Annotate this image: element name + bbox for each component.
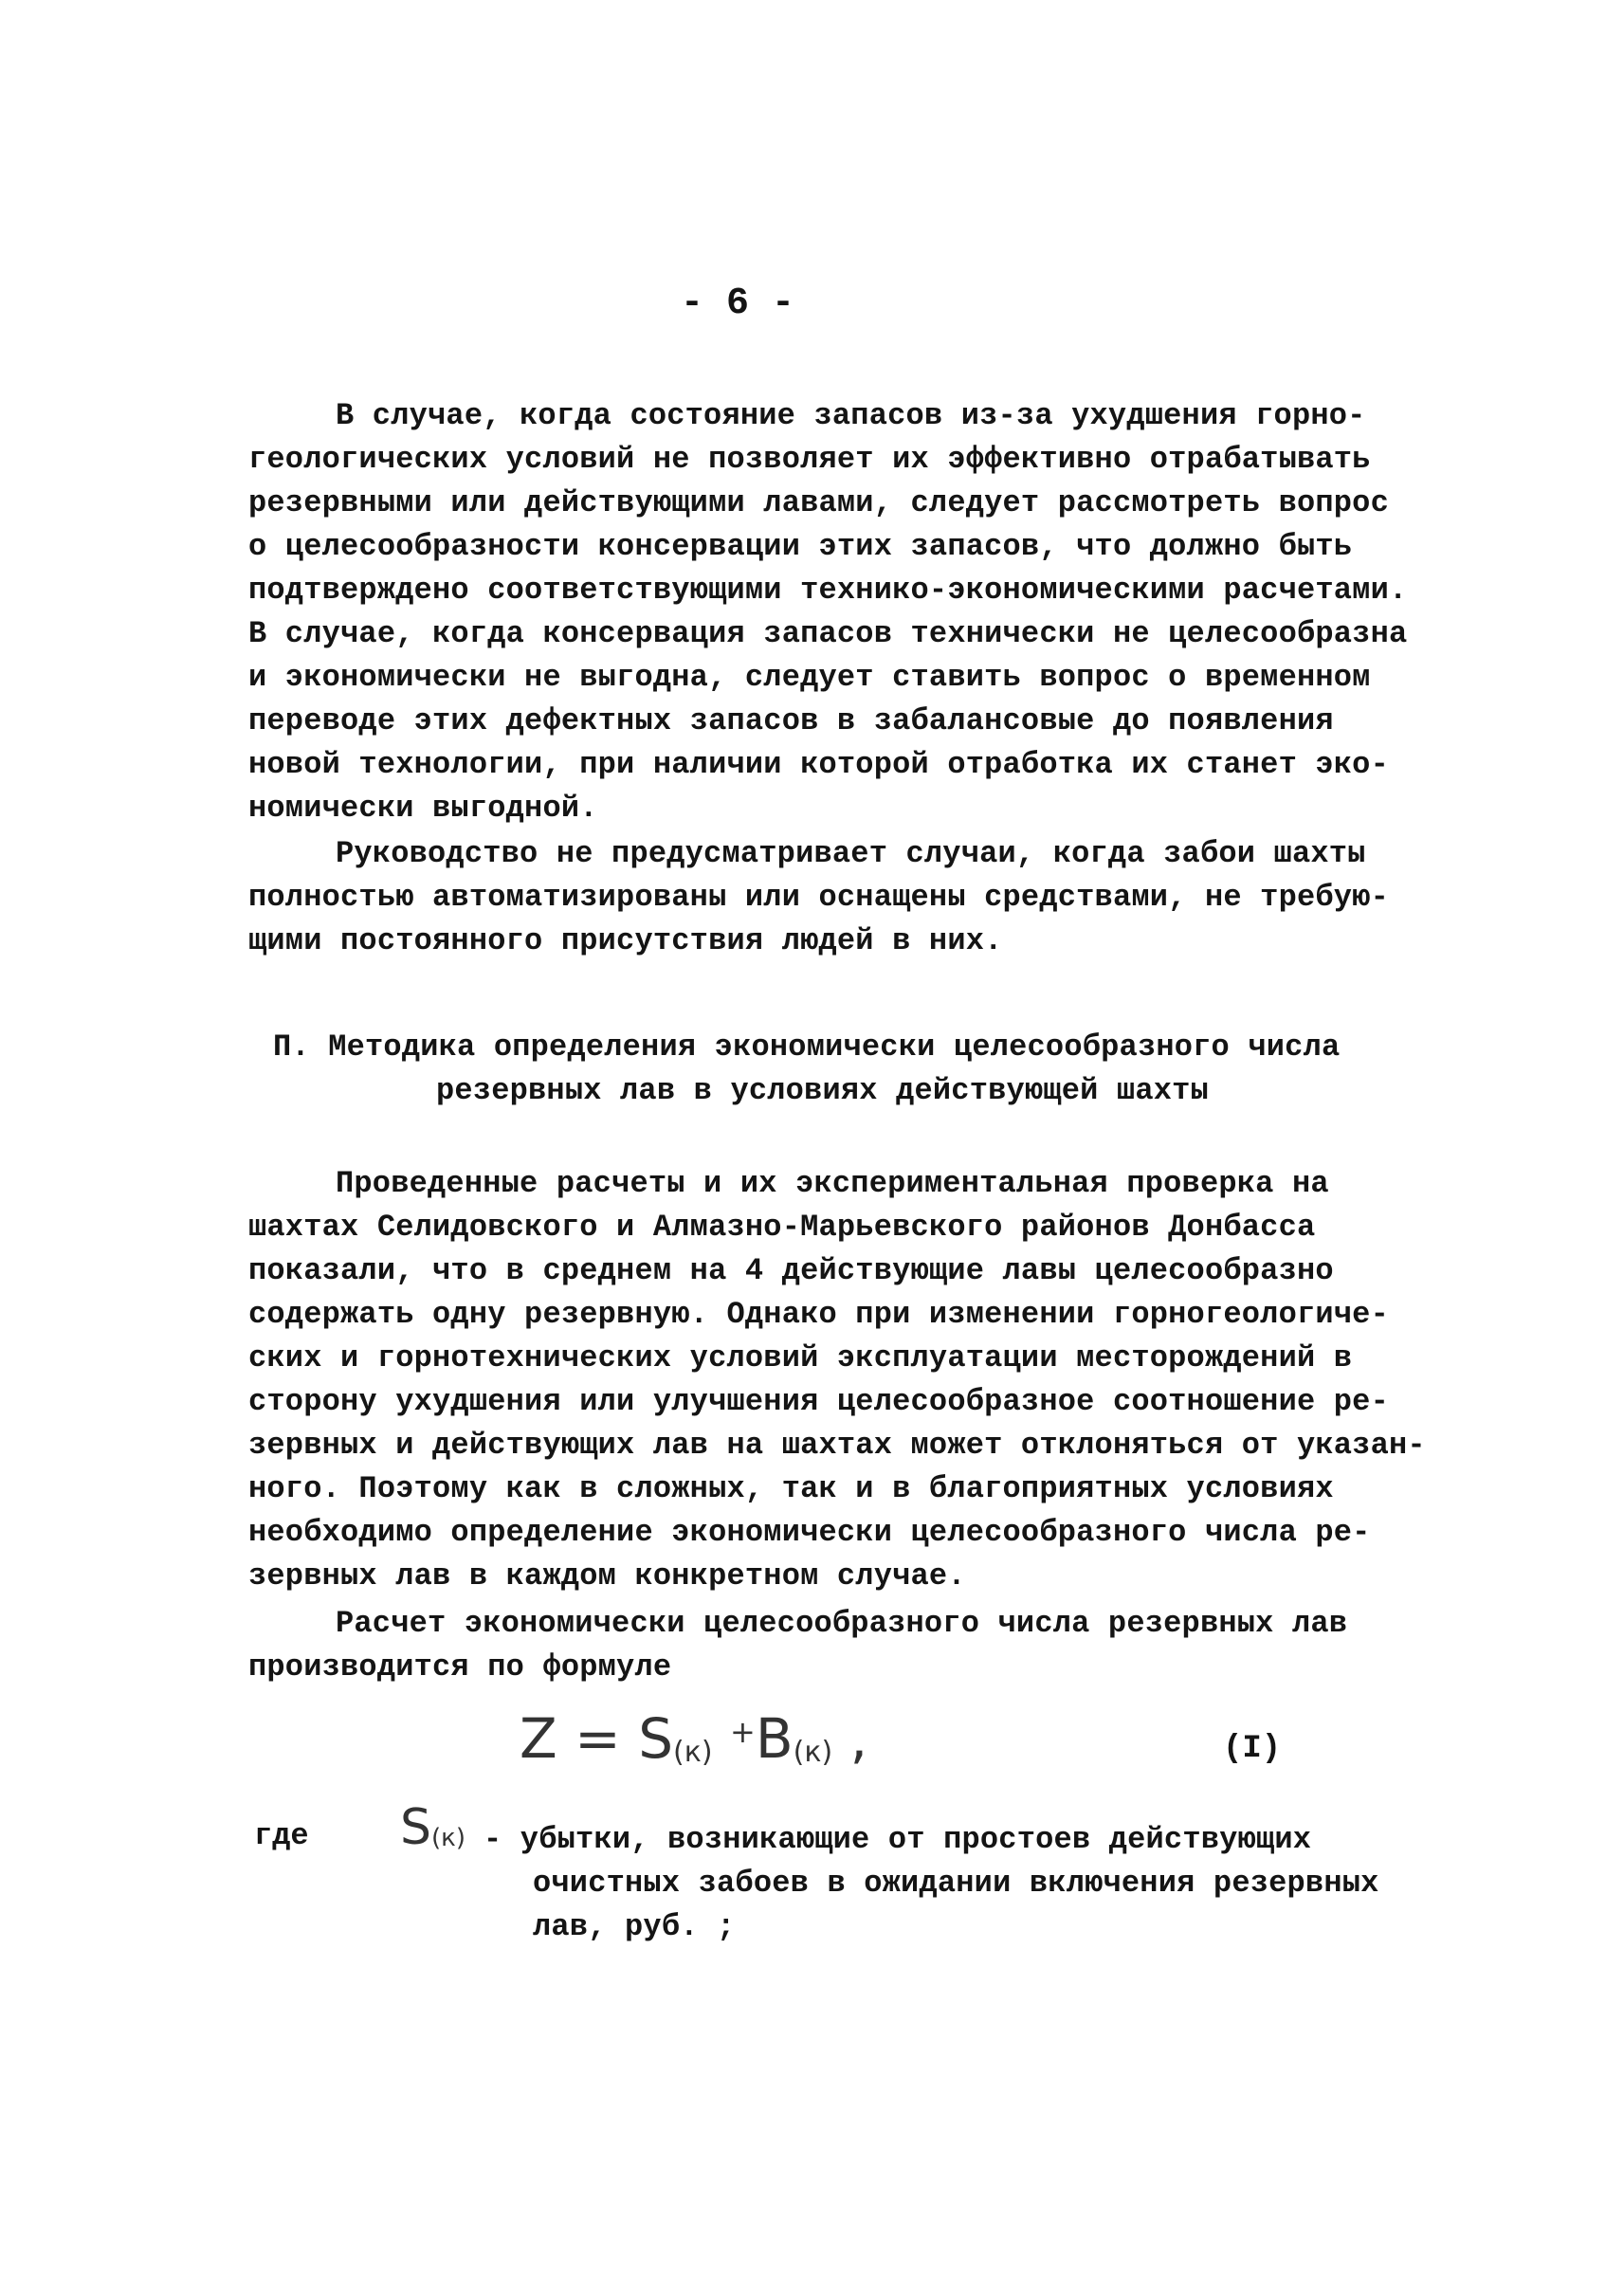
where-symbol [400, 1799, 465, 1856]
text-line: производится по формуле [248, 1649, 672, 1685]
text-line: ного. Поэтому как в сложных, так и в благоприятных условиях [248, 1471, 1334, 1506]
formula-s-subscript: (к) [673, 1736, 713, 1769]
text-line: шахтах Селидовского и Алмазно-Марьевского районов Донбасса [248, 1210, 1316, 1245]
text-line: В случае, когда консервация запасов технически не целесообразна [248, 616, 1408, 651]
text-line: полностью автоматизированы или оснащены средствами, не требую- [248, 880, 1389, 915]
definition-line: очистных забоев в ожидании включения резервных [533, 1866, 1379, 1901]
text-line: и экономически не выгодна, следует ставить вопрос о временном [248, 660, 1371, 695]
text-line: Руководство не предусматривает случаи, когда забои шахты [336, 836, 1366, 871]
heading-line: резервных лав в условиях действующей шахты [436, 1073, 1209, 1108]
formula-plus: + [730, 1714, 756, 1750]
heading-line: П. Методика определения экономически целесообразного числа [273, 1029, 1341, 1065]
text-line: новой технологии, при наличии которой отработка их станет эко- [248, 747, 1389, 782]
where-label: где [254, 1818, 309, 1853]
text-line: щими постоянного присутствия людей в них. [248, 923, 1003, 958]
text-line: геологических условий не позволяет их эффективно отрабатывать [248, 442, 1371, 477]
text-line: подтверждено соответствующими технико-экономическими расчетами. [248, 573, 1408, 608]
page-number: - 6 - [681, 282, 795, 325]
formula-equals: = [575, 1706, 621, 1771]
text-line: Проведенные расчеты и их экспериментальная проверка на [336, 1166, 1329, 1201]
text-line: резервными или действующими лавами, следует рассмотреть вопрос [248, 485, 1389, 520]
formula-lhs: Z [520, 1706, 557, 1771]
formula-s: S [638, 1706, 674, 1771]
text-line: ских и горнотехнических условий эксплуатации месторождений в [248, 1340, 1353, 1375]
formula-b: B [755, 1706, 794, 1771]
formula [520, 1706, 867, 1771]
where-symbol-subscript: (к) [431, 1824, 466, 1852]
text-line: сторону ухудшения или улучшения целесообразное соотношение ре- [248, 1384, 1389, 1419]
text-line: содержать одну резервную. Однако при изменении горногеологиче- [248, 1297, 1389, 1332]
definition-line: - убытки, возникающие от простоев действующих [484, 1822, 1312, 1857]
text-line: зервных лав в каждом конкретном случае. [248, 1558, 966, 1594]
equation-number: (I) [1223, 1731, 1282, 1767]
text-line: зервных и действующих лав на шахтах может отклоняться от указан- [248, 1428, 1426, 1463]
text-line: номически выгодной. [248, 791, 598, 826]
text-line: Расчет экономически целесообразного числа резервных лав [336, 1606, 1348, 1641]
definition-line: лав, руб. ; [533, 1909, 736, 1944]
text-line: показали, что в среднем на 4 действующие лавы целесообразно [248, 1253, 1334, 1288]
where-symbol-letter: S [400, 1799, 432, 1856]
text-line: переводе этих дефектных запасов в забалансовые до появления [248, 703, 1334, 738]
text-line: В случае, когда состояние запасов из-за ухудшения горно- [336, 398, 1366, 433]
text-line: о целесообразности консервации этих запасов, что должно быть [248, 529, 1353, 564]
formula-b-subscript: (к) [793, 1736, 833, 1769]
text-line: необходимо определение экономически целесообразного числа ре- [248, 1515, 1371, 1550]
formula-comma: , [849, 1706, 868, 1771]
